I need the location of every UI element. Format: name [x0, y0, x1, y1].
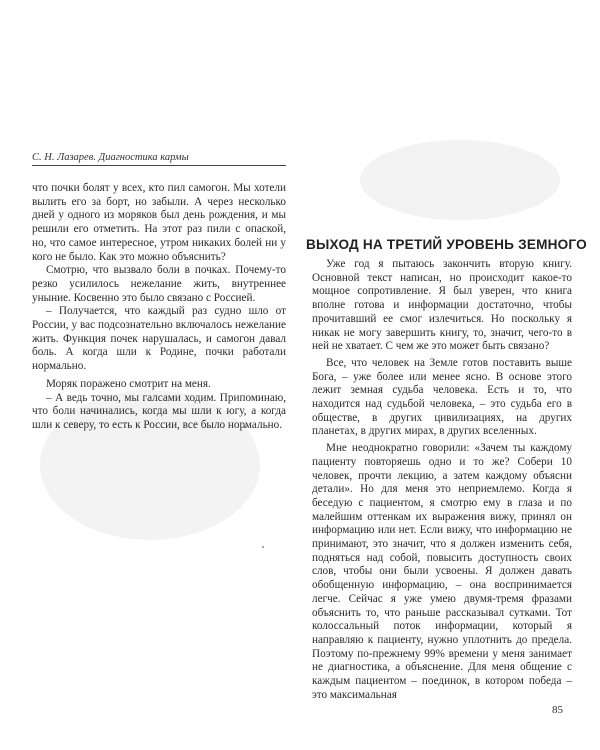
paragraph: – А ведь точно, мы галсами ходим. Припоминаю, что боли начинались, когда мы шли к югу, а когда шли к северу, то есть к России, все было нормально. — [32, 391, 286, 431]
paragraph: что почки болят у всех, кто пил самогон. Мы хотели вылить его за борт, но забыли. А через несколько дней у одного из моряков был день рождения, и мы решили его отметить. На этот раз пили с опаской, но, что самое интересное, утром никаких болей ни у кого не было. Как это можно объяснить? — [32, 182, 286, 263]
paragraph: Все, что человек на Земле готов поставить выше Бога, – уже более или менее ясно. В основе этого лежит земная судьба человека. Есть и то, что находится над судьбой человека, – это судьба его в обществе, в других цивилизациях, на других планетах, в других мирах, в других вселенных. — [312, 356, 572, 438]
paragraph: Моряк поражено смотрит на меня. — [46, 377, 211, 390]
scan-smudge — [360, 140, 560, 220]
paragraph: Уже год я пытаюсь закончить вторую книгу. Основной текст написан, но происходит какое-то мощное сопротивление. Я был уверен, что книга вполне готова и информации достаточно, чтобы прочитавший ее смог излечиться. Но поскольку я никак не могу завершить книгу, то, значит, чего-то в ней не хватает. С чем же это может быть связано? — [312, 258, 572, 353]
scan-speck — [262, 546, 264, 548]
chapter-title: ВЫХОД НА ТРЕТИЙ УРОВЕНЬ ЗЕМНОГО — [306, 237, 587, 252]
page-number: 85 — [552, 704, 563, 716]
left-page-text — [32, 182, 286, 433]
paragraph: Смотрю, что вызвало боли в почках. Почему-то резко усилилось нежелание жить, внутреннее уныние. Косвенно это было связано с Россией. — [32, 264, 286, 304]
paragraph: – Получается, что каждый раз судно шло от России, у вас подсознательно включалось нежелание жить. Функция почек нарушалась, и самогон давал боль. А когда шли к Родине, почки работали нормально. — [32, 305, 286, 373]
paragraph: Мне неоднократно говорили: «Зачем ты каждому пациенту повторяешь одно и то же? Собери 10 человек, прочти лекцию, а затем каждому объясни детали». Но для меня это неприемлемо. Когда я беседую с пациентом, я смотрю ему в глаза и по малейшим оттенкам их выражения вижу, принял он информацию или нет. Если вижу, что информацию не принимают, это значит, что я должен изменить себя, подняться над собой, повысить доступность своих слов, чтобы они были усвоены. Я должен давать обобщенную информацию, – она воспринимается легче. Сейчас я уже умею двумя-тремя фразами объяснить то, что раньше рассказывал сутками. Тот колоссальный поток информации, который я направляю к пациенту, нужно уплотнить до предела. Поэтому по-прежнему 99% времени у меня занимает не диагностика, а объяснение. Для меня общение с каждым пациентом – поединок, в котором победа – это максимальная — [312, 442, 572, 701]
right-page-text — [312, 258, 572, 706]
running-header: С. Н. Лазарев. Диагностика кармы — [32, 152, 286, 166]
